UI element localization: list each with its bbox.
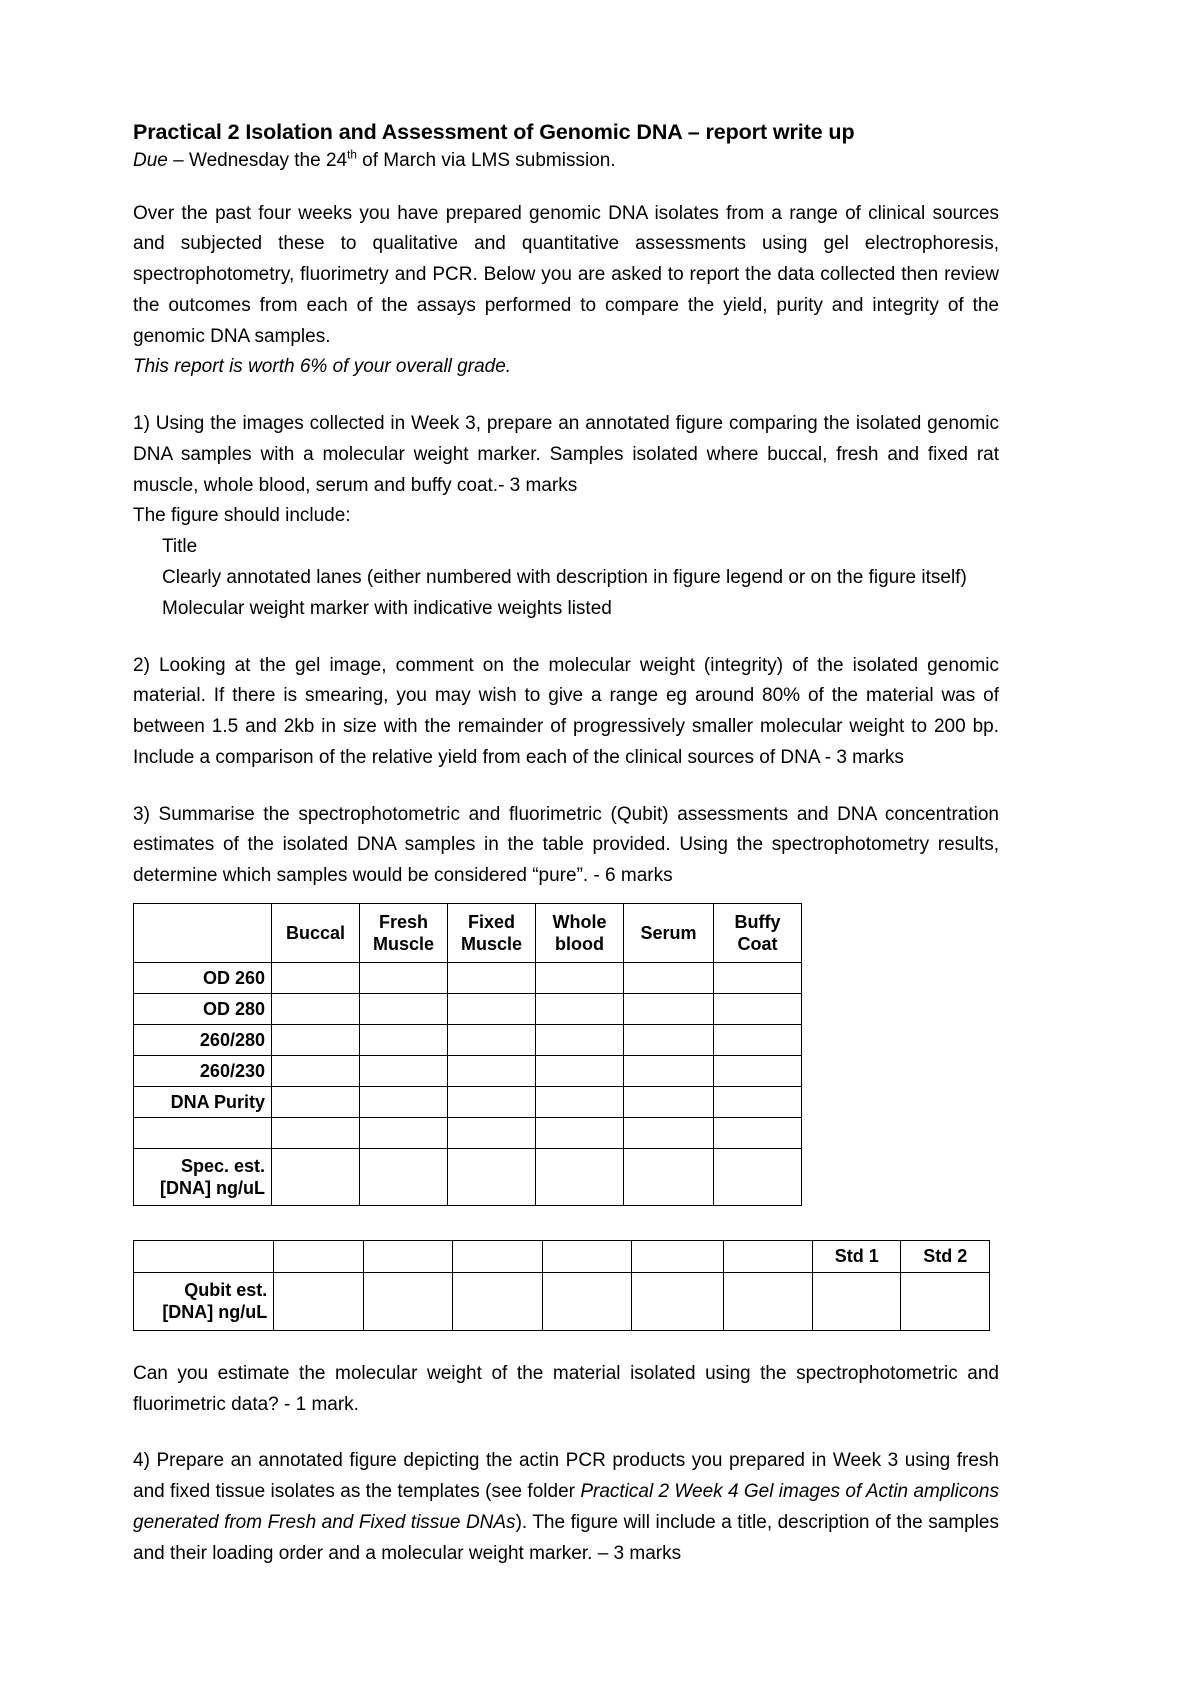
column-header-serum bbox=[624, 903, 714, 962]
table-header-row bbox=[134, 903, 802, 962]
question-3-block bbox=[133, 800, 999, 1331]
intro-paragraph: Over the past four weeks you have prepared genomic DNA isolates from a range of clinical sources and subjected these to qualitative and quantitative assessments using gel electrophoresis, spectrophotometry, fluorimetry and PCR. Below you are asked to report the data collected then review the outcomes from each of the assays performed to compare the yield, purity and integrity of the genomic DNA samples. bbox=[133, 202, 999, 347]
question-4-text bbox=[133, 1446, 999, 1569]
question-1-include-intro: The figure should include: bbox=[133, 505, 351, 527]
column-header-fixed-muscle-line1: Fixed bbox=[467, 911, 515, 932]
document-content bbox=[133, 118, 999, 1570]
qubit-table-header-row bbox=[134, 1240, 990, 1272]
cell-qubit-serum[interactable] bbox=[632, 1272, 723, 1330]
due-label: Due bbox=[133, 150, 168, 172]
cell-spec-est-fixed-muscle[interactable] bbox=[448, 1148, 536, 1205]
column-header-fresh-muscle-line2: Muscle bbox=[372, 933, 435, 954]
table-row-blank bbox=[134, 1117, 802, 1148]
cell-dna-purity-whole-blood[interactable] bbox=[536, 1086, 624, 1117]
report-worth-line: This report is worth 6% of your overall grade. bbox=[133, 356, 512, 378]
cell-dna-purity-fresh-muscle[interactable] bbox=[360, 1086, 448, 1117]
cell-spec-est-whole-blood[interactable] bbox=[536, 1148, 624, 1205]
table-row-od260 bbox=[134, 962, 802, 993]
qubit-header-blank-5 bbox=[632, 1240, 723, 1272]
question-3-text: 3) Summarise the spectrophotometric and fluorimetric (Qubit) assessments and DNA concentration estimates of the isolated DNA samples in the table provided. Using the spectrophotometry results, determine which samples would be considered “pure”. - 6 marks bbox=[133, 803, 999, 887]
cell-od260-whole-blood[interactable] bbox=[536, 962, 624, 993]
column-header-buffy-coat bbox=[714, 903, 802, 962]
cell-od280-fixed-muscle[interactable] bbox=[448, 993, 536, 1024]
molecular-weight-question: Can you estimate the molecular weight of the material isolated using the spectrophotometric and fluorimetric data? - 1 mark. bbox=[133, 1362, 999, 1415]
row-label-qubit-est-line2: [DNA] ng/uL bbox=[162, 1302, 268, 1323]
question-4-part2: ). The figure will include a title, description of the samples and their loading order and a molecular weight marker. – 3 marks bbox=[133, 1511, 999, 1564]
row-label-od260: OD 260 bbox=[134, 962, 272, 993]
question-1-bullet-marker: Molecular weight marker with indicative weights listed bbox=[162, 597, 612, 619]
cell-260-230-serum[interactable] bbox=[624, 1055, 714, 1086]
qubit-header-blank-3 bbox=[453, 1240, 542, 1272]
cell-260-230-buccal[interactable] bbox=[272, 1055, 360, 1086]
qubit-corner-cell bbox=[134, 1240, 274, 1272]
cell-od260-buccal[interactable] bbox=[272, 962, 360, 993]
cell-260-280-fresh-muscle[interactable] bbox=[360, 1024, 448, 1055]
table-row-spec-est bbox=[134, 1148, 802, 1205]
cell-od280-whole-blood[interactable] bbox=[536, 993, 624, 1024]
cell-blank-buccal[interactable] bbox=[272, 1117, 360, 1148]
cell-260-230-fixed-muscle[interactable] bbox=[448, 1055, 536, 1086]
cell-260-280-buccal[interactable] bbox=[272, 1024, 360, 1055]
qubit-header-blank-2 bbox=[363, 1240, 452, 1272]
cell-dna-purity-buccal[interactable] bbox=[272, 1086, 360, 1117]
row-label-spec-est bbox=[134, 1148, 272, 1205]
row-label-260-280: 260/280 bbox=[134, 1024, 272, 1055]
cell-260-230-whole-blood[interactable] bbox=[536, 1055, 624, 1086]
cell-blank-fresh-muscle[interactable] bbox=[360, 1117, 448, 1148]
cell-blank-serum[interactable] bbox=[624, 1117, 714, 1148]
cell-od280-buccal[interactable] bbox=[272, 993, 360, 1024]
cell-qubit-fixed-muscle[interactable] bbox=[453, 1272, 542, 1330]
question-1-block bbox=[133, 409, 999, 624]
due-text-before-sup: – Wednesday the 24 bbox=[167, 150, 348, 172]
column-header-serum-line1: Serum bbox=[640, 922, 697, 943]
cell-qubit-buffy-coat[interactable] bbox=[723, 1272, 812, 1330]
question-2-text: 2) Looking at the gel image, comment on the molecular weight (integrity) of the isolated genomic material. If there is smearing, you may wish to give a range eg around 80% of the material was of between 1.5 and 2kb in size with the remainder of progressively smaller molecular weight to 200 bp. Include a comparison of the relative yield from each of the clinical sources of DNA - 3 marks bbox=[133, 654, 999, 768]
cell-blank-buffy-coat[interactable] bbox=[714, 1117, 802, 1148]
row-label-260-230: 260/230 bbox=[134, 1055, 272, 1086]
column-header-fresh-muscle-line1: Fresh bbox=[378, 911, 429, 932]
column-header-fixed-muscle-line2: Muscle bbox=[460, 933, 523, 954]
qubit-header-blank-1 bbox=[274, 1240, 363, 1272]
qubit-table bbox=[133, 1240, 990, 1331]
column-header-buccal-line1: Buccal bbox=[285, 922, 346, 943]
cell-od260-fixed-muscle[interactable] bbox=[448, 962, 536, 993]
question-1-bullet-title: Title bbox=[162, 536, 198, 558]
cell-dna-purity-fixed-muscle[interactable] bbox=[448, 1086, 536, 1117]
qubit-header-blank-6 bbox=[723, 1240, 812, 1272]
cell-qubit-std1[interactable] bbox=[813, 1272, 901, 1330]
question-4-part1: 4) Prepare an annotated figure depicting the actin PCR products you prepared in Week 3 using fresh and fixed tissue isolates as the templates (see folder bbox=[133, 1450, 999, 1503]
qubit-header-std2: Std 2 bbox=[901, 1240, 990, 1272]
row-label-qubit-est bbox=[134, 1272, 274, 1330]
row-label-spec-est-line2: [DNA] ng/uL bbox=[160, 1177, 265, 1198]
column-header-buffy-coat-line2: Coat bbox=[737, 933, 778, 954]
cell-od260-fresh-muscle[interactable] bbox=[360, 962, 448, 993]
cell-260-280-buffy-coat[interactable] bbox=[714, 1024, 802, 1055]
table-row-od280 bbox=[134, 993, 802, 1024]
page-title: Practical 2 Isolation and Assessment of Genomic DNA – report write up bbox=[133, 120, 855, 144]
question-1-bullet-lanes: Clearly annotated lanes (either numbered with description in figure legend or on the figure itself) bbox=[162, 567, 967, 589]
cell-od260-serum[interactable] bbox=[624, 962, 714, 993]
column-header-whole-blood bbox=[536, 903, 624, 962]
column-header-fixed-muscle bbox=[448, 903, 536, 962]
cell-qubit-fresh-muscle[interactable] bbox=[363, 1272, 452, 1330]
cell-qubit-std2[interactable] bbox=[901, 1272, 990, 1330]
cell-qubit-whole-blood[interactable] bbox=[542, 1272, 631, 1330]
cell-od280-buffy-coat[interactable] bbox=[714, 993, 802, 1024]
question-1-text: 1) Using the images collected in Week 3, prepare an annotated figure comparing the isolated genomic DNA samples with a molecular weight marker. Samples isolated where buccal, fresh and fixed rat muscle, whole blood, serum and buffy coat.- 3 marks bbox=[133, 413, 999, 496]
column-header-fresh-muscle bbox=[360, 903, 448, 962]
column-header-buffy-coat-line1: Buffy bbox=[734, 911, 781, 932]
qubit-table-row bbox=[134, 1272, 990, 1330]
cell-od260-buffy-coat[interactable] bbox=[714, 962, 802, 993]
row-label-blank bbox=[134, 1117, 272, 1148]
row-label-dna-purity: DNA Purity bbox=[134, 1086, 272, 1117]
cell-dna-purity-buffy-coat[interactable] bbox=[714, 1086, 802, 1117]
cell-blank-whole-blood[interactable] bbox=[536, 1117, 624, 1148]
cell-blank-fixed-muscle[interactable] bbox=[448, 1117, 536, 1148]
due-ordinal-suffix: th bbox=[347, 149, 357, 163]
question-4-block bbox=[133, 1446, 999, 1569]
cell-spec-est-fresh-muscle[interactable] bbox=[360, 1148, 448, 1205]
qubit-header-blank-4 bbox=[542, 1240, 631, 1272]
table-row-260-280 bbox=[134, 1024, 802, 1055]
due-line bbox=[133, 148, 999, 174]
cell-260-280-whole-blood[interactable] bbox=[536, 1024, 624, 1055]
cell-spec-est-buccal[interactable] bbox=[272, 1148, 360, 1205]
cell-spec-est-buffy-coat[interactable] bbox=[714, 1148, 802, 1205]
cell-260-280-fixed-muscle[interactable] bbox=[448, 1024, 536, 1055]
table-corner-cell bbox=[134, 903, 272, 962]
row-label-spec-est-line1: Spec. est. bbox=[180, 1155, 265, 1176]
due-text-after-sup: of March via LMS submission. bbox=[356, 150, 616, 172]
question-4-folder-name: Practical 2 Week 4 Gel images of Actin amplicons generated from Fresh and Fixed tissue DNAs bbox=[133, 1481, 999, 1533]
question-2-block bbox=[133, 651, 999, 774]
cell-260-230-fresh-muscle[interactable] bbox=[360, 1055, 448, 1086]
table-row-dna-purity bbox=[134, 1086, 802, 1117]
row-label-qubit-est-line1: Qubit est. bbox=[184, 1280, 268, 1301]
cell-od280-serum[interactable] bbox=[624, 993, 714, 1024]
qubit-header-std1: Std 1 bbox=[813, 1240, 901, 1272]
column-header-whole-blood-line1: Whole bbox=[552, 911, 607, 932]
row-label-od280: OD 280 bbox=[134, 993, 272, 1024]
molecular-weight-question-block bbox=[133, 1359, 999, 1421]
cell-dna-purity-serum[interactable] bbox=[624, 1086, 714, 1117]
column-header-whole-blood-line2: blood bbox=[555, 933, 604, 954]
cell-260-230-buffy-coat[interactable] bbox=[714, 1055, 802, 1086]
cell-spec-est-serum[interactable] bbox=[624, 1148, 714, 1205]
column-header-buccal bbox=[272, 903, 360, 962]
cell-od280-fresh-muscle[interactable] bbox=[360, 993, 448, 1024]
cell-260-280-serum[interactable] bbox=[624, 1024, 714, 1055]
spectrophotometry-table bbox=[133, 903, 802, 1206]
cell-qubit-buccal[interactable] bbox=[274, 1272, 363, 1330]
table-row-260-230 bbox=[134, 1055, 802, 1086]
